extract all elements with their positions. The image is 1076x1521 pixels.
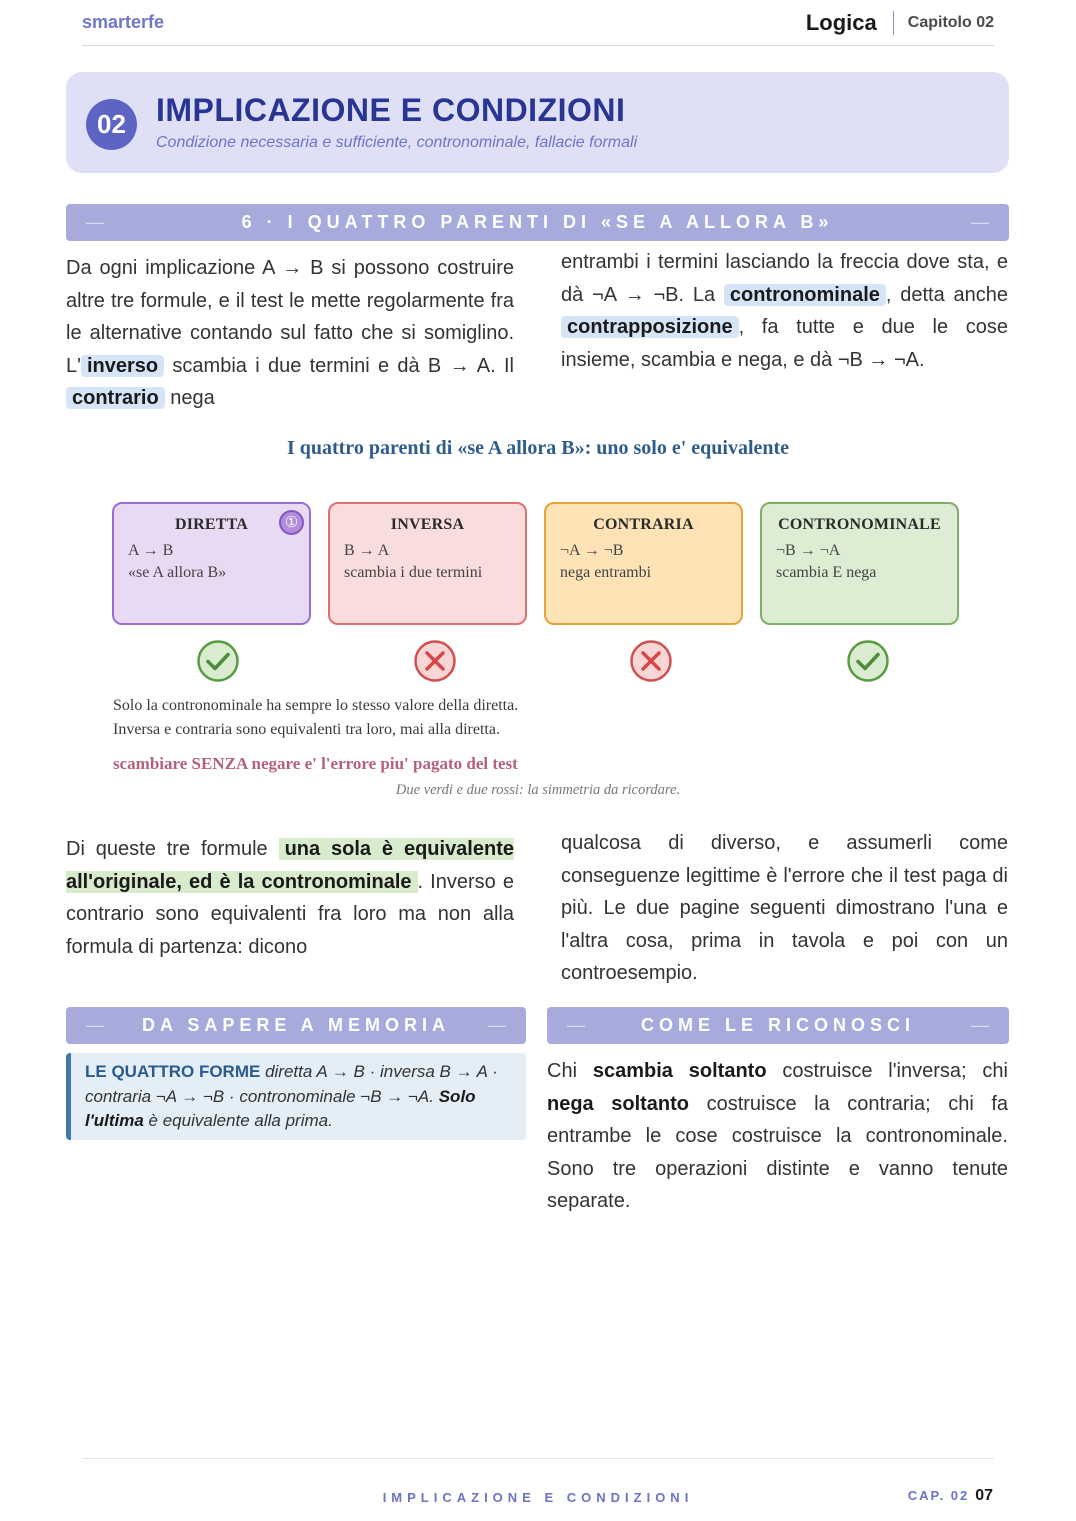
dash-right: — (971, 212, 989, 232)
brand-name: smarterfe (82, 12, 165, 32)
chapter-label: Capitolo 02 (907, 14, 994, 31)
note-line: Inversa e contraria sono equivalenti tra loro, mai alla diretta. (113, 721, 500, 738)
text-run: scambia i due termini e dà B → A. Il (164, 354, 514, 377)
text-run: costruisce l'inversa; chi (766, 1060, 1009, 1082)
highlight-equivalence: una sola è equivalente all'originale, ed è la contronominale (66, 838, 514, 893)
recognize-title: COME LE RICONOSCI (640, 1015, 915, 1035)
number-badge: ① (279, 510, 304, 535)
text-run: nega (164, 387, 215, 409)
figure-caption: Due verdi e due rossi: la simmetria da ricordare. (395, 782, 681, 798)
card-formula: ¬B → ¬A (776, 542, 841, 559)
page-number: 07 (975, 1487, 993, 1504)
chapter-banner (66, 72, 1009, 173)
footer-chapter-title: IMPLICAZIONE E CONDIZIONI (382, 1490, 694, 1505)
memo-title: DA SAPERE A MEMORIA (141, 1015, 450, 1035)
text-run: Di queste tre formule (66, 838, 279, 860)
card-title: DIRETTA (174, 516, 249, 533)
bold-run: scambia soltanto (592, 1060, 767, 1082)
dash-left: — (86, 212, 104, 232)
card-description: scambia i due termini (344, 564, 483, 581)
text-run: , fa tutte e due le cose insieme, scambia e nega, e dà ¬B → ¬A. (561, 316, 1008, 371)
header-divider (893, 11, 894, 35)
dash-right: — (970, 1015, 989, 1035)
memo-tail: è equivalente alla prima. (143, 1111, 333, 1130)
card-inversa (328, 502, 527, 625)
memo-bold: Solo l'ultima (85, 1086, 476, 1130)
card-title: INVERSA (390, 516, 465, 533)
card-formula: B → A (344, 542, 390, 559)
dash-left: — (567, 1015, 585, 1035)
page-header (82, 8, 994, 46)
memo-heading-bar (66, 1007, 526, 1044)
card-contronominale (760, 502, 959, 625)
check-icon (196, 639, 240, 683)
footer-divider (82, 1458, 994, 1459)
memo-text: diretta A → B · inversa B → A · contraria ¬A → ¬B · contronominale ¬B → ¬A. (85, 1062, 498, 1106)
header-right (806, 10, 994, 36)
keyword-inverso: inverso (81, 355, 164, 377)
cross-icon (413, 639, 457, 683)
dash-left: — (86, 1015, 104, 1035)
text-run: Da ogni implicazione A → B si possono costruire altre tre formule, e il test le mette regolarmente fra le alternative contando sul fatto che si somiglino. L' (66, 257, 514, 377)
chapter-subtitle: Condizione necessaria e sufficiente, contronominale, fallacie formali (156, 134, 638, 151)
text-run: Chi (547, 1060, 593, 1082)
footer-cap-label: CAP. 02 (907, 1488, 970, 1503)
cross-icon (629, 639, 673, 683)
intro-paragraph-right (561, 246, 1008, 376)
chapter-number-badge: 02 (86, 99, 137, 150)
intro-paragraph-left (66, 252, 514, 415)
section-title: 6 · I QUATTRO PARENTI DI «SE A ALLORA B» (241, 212, 834, 232)
body-paragraph-left (66, 833, 514, 963)
card-description: scambia E nega (776, 564, 877, 581)
card-formula: A → B (128, 542, 174, 559)
section-heading-bar (66, 204, 1009, 241)
subject-title: Logica (805, 10, 877, 35)
card-title: CONTRONOMINALE (778, 516, 941, 533)
figure-warning: scambiare SENZA negare e' l'errore piu' pagato del test (113, 754, 518, 773)
card-formula: ¬A → ¬B (560, 542, 624, 559)
figure-note (113, 694, 518, 742)
check-icon (846, 639, 890, 683)
dash-right: — (487, 1015, 506, 1035)
body-paragraph-right: qualcosa di diverso, e assumerli come conseguenze legittime è l'errore che il test paga di più. Le due pagine seguenti dimostrano l'una e l'altra cosa, prima in tavola e poi con un controesempio. (561, 832, 1008, 984)
keyword-contrario: contrario (66, 387, 165, 409)
text-run: entrambi i termini lasciando la freccia dove sta, e dà ¬A → ¬B. La (561, 251, 1008, 306)
keyword-contrapposizione: contrapposizione (561, 316, 739, 338)
memo-box (66, 1053, 526, 1140)
note-line: Solo la contronominale ha sempre lo stesso valore della diretta. (113, 697, 519, 714)
recognize-heading-bar (547, 1007, 1009, 1044)
text-run: , detta anche (885, 283, 1008, 306)
chapter-title: IMPLICAZIONE E CONDIZIONI (156, 92, 626, 128)
card-description: «se A allora B» (128, 564, 227, 581)
figure-title: I quattro parenti di «se A allora B»: uno solo e' equivalente (286, 437, 790, 459)
text-run: . Inverso e contrario sono equivalenti fra loro ma non alla formula di partenza: dicono (66, 870, 514, 958)
text-run: costruisce la contraria; chi fa entrambe le cose costruisce la contronominale. Sono tre operazioni distinte e vanno tenute separate. (547, 1092, 1008, 1212)
card-diretta (112, 502, 311, 625)
keyword-contronominale: contronominale (724, 284, 886, 306)
card-contraria (544, 502, 743, 625)
card-description: nega entrambi (560, 564, 652, 581)
bold-run: nega soltanto (547, 1092, 690, 1115)
card-title: CONTRARIA (593, 516, 694, 533)
memo-label: LE QUATTRO FORME (85, 1062, 261, 1081)
footer-page-info (908, 1487, 993, 1505)
recognize-paragraph (547, 1055, 1008, 1218)
